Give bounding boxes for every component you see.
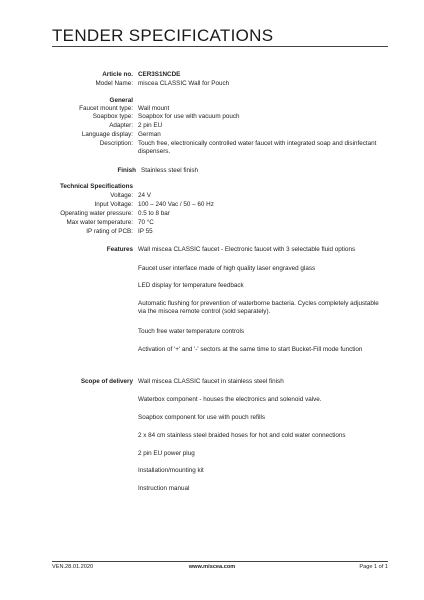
article-number-value: CER3S1NCDE: [138, 71, 181, 78]
list-item: Instruction manual: [138, 485, 190, 492]
list-item: Waterbox component - houses the electronics and solenoid valve.: [138, 396, 322, 403]
list-item: Activation of '+' and '-' sectors at the same time to start Bucket-Fill mode function: [138, 346, 363, 353]
spec-value: 0.5 to 8 bar: [138, 210, 170, 217]
spec-label: Description:: [99, 140, 133, 147]
technical-heading: Technical Specifications: [59, 183, 133, 190]
spec-label: Operating water pressure:: [60, 210, 133, 217]
spec-label: Input Voltage:: [94, 201, 133, 208]
header-divider: [52, 46, 388, 47]
spec-label: Adapter:: [109, 122, 133, 129]
spec-value: Touch free, electronically controlled water faucet with integrated soap and disinfectant dispensers.: [138, 140, 377, 155]
list-item: Soapbox component for use with pouch refills: [138, 414, 266, 421]
model-name-label: Model Name:: [95, 80, 133, 87]
finish-label: Finish: [117, 167, 136, 174]
article-number-label: Article no.: [102, 71, 133, 78]
features-label: Features: [106, 246, 133, 253]
general-heading: General: [109, 97, 133, 104]
spec-value: Soapbox for use with vacuum pouch: [138, 113, 240, 120]
spec-value: IP 55: [138, 228, 153, 235]
scope-label: Scope of delivery: [80, 378, 133, 385]
list-item: Automatic flushing for prevention of waterborne bacteria. Cycles completely adjustable via the miscea remote control (sold separately).: [138, 300, 379, 315]
spec-value: 24 V: [138, 192, 151, 199]
spec-value: 70 °C: [138, 219, 154, 226]
spec-label: IP rating of PCB:: [86, 228, 133, 235]
spec-value: 100 – 240 Vac / 50 – 60 Hz: [138, 201, 214, 208]
footer-page-number: Page 1 of 1: [359, 564, 388, 570]
list-item: 2 x 84 cm stainless steel braided hoses for hot and cold water connections: [138, 432, 346, 439]
spec-label: Language display:: [81, 131, 133, 138]
finish-value: Stainless steel finish: [141, 167, 199, 174]
spec-value: 2 pin EU: [138, 122, 163, 129]
list-item: 2 pin EU power plug: [138, 450, 195, 457]
page-title: TENDER SPECIFICATIONS: [52, 26, 274, 45]
spec-label: Max water temperature:: [66, 219, 133, 226]
spec-value: Wall mount: [138, 105, 170, 112]
spec-label: Soapbox type:: [92, 113, 133, 120]
list-item: Faucet user interface made of high quality laser engraved glass: [138, 265, 316, 272]
footer-divider: [52, 561, 388, 562]
model-name-value: miscea CLASSIC Wall for Pouch: [138, 80, 230, 87]
list-item: Touch free water temperature controls: [138, 328, 245, 335]
list-item: Installation/mounting kit: [138, 467, 204, 474]
list-item: LED display for temperature feedback: [138, 282, 244, 289]
footer-website-link[interactable]: www.miscea.com: [188, 564, 236, 570]
footer-version: VEN.28.01.2020: [52, 564, 94, 570]
spec-value: German: [138, 131, 161, 138]
list-item: Wall miscea CLASSIC faucet - Electronic faucet with 3 selectable fluid options: [138, 246, 356, 253]
list-item: Wall miscea CLASSIC faucet in stainless steel finish: [138, 378, 284, 385]
spec-label: Voltage:: [110, 192, 133, 199]
spec-label: Faucet mount type:: [79, 105, 133, 112]
